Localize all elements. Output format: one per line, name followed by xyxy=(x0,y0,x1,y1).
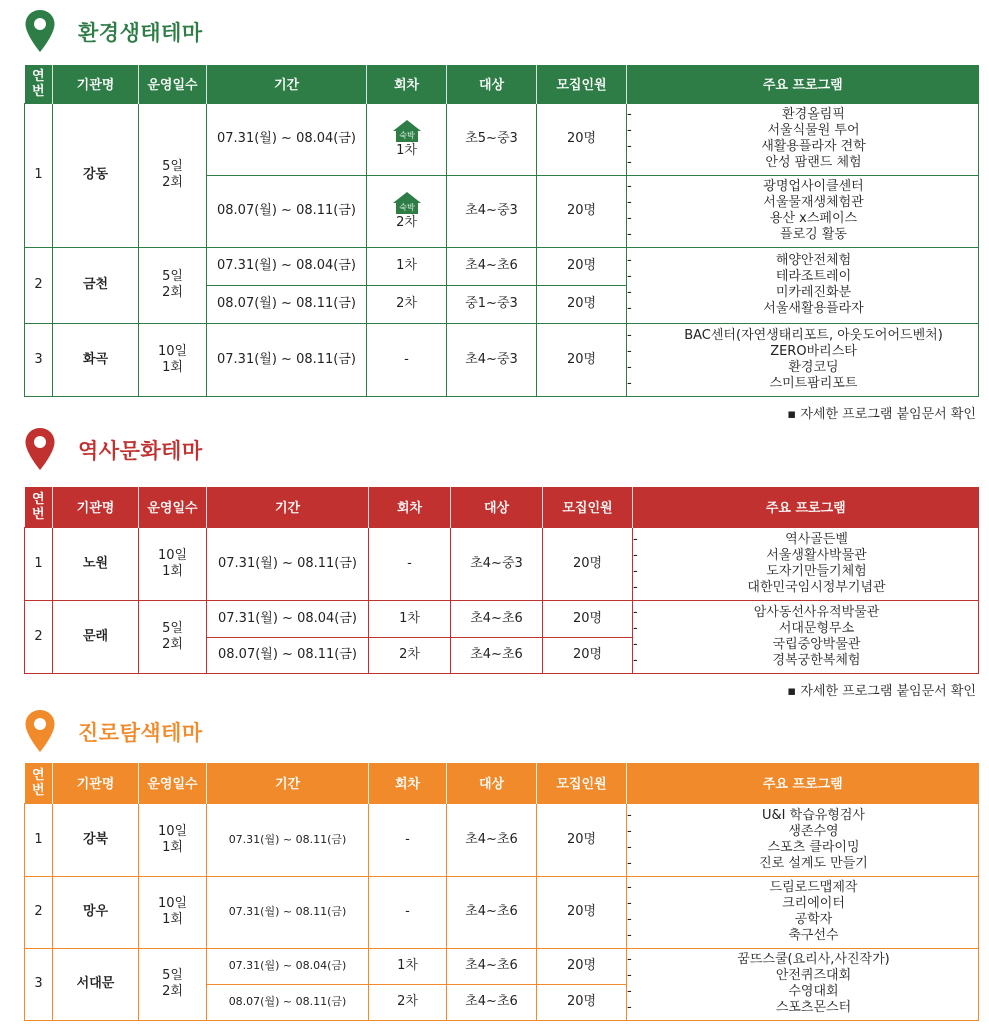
program-item: - 스미트팜리포트 xyxy=(627,376,978,392)
round: 1차 xyxy=(369,600,451,637)
program-item: - 서울식물원 투어 xyxy=(627,123,978,139)
program-item: - 도자기만들기체험 xyxy=(633,564,978,580)
program-item: - 국립중앙박물관 xyxy=(633,637,978,653)
recruit: 20명 xyxy=(537,984,627,1020)
program-item: - 드림로드맵제작 xyxy=(627,880,978,896)
lodging-house-icon xyxy=(392,119,422,143)
header-org: 기관명 xyxy=(53,763,139,803)
program-item: - ZERO바리스타 xyxy=(627,344,978,360)
round: 숙박 2차 xyxy=(367,175,447,247)
operation-days: 10일 1회 xyxy=(139,527,207,600)
operation-days: 5일 2회 xyxy=(139,103,207,247)
table-row xyxy=(25,527,979,600)
round: 2차 xyxy=(369,637,451,673)
program-list xyxy=(627,323,979,396)
program-item: - 생존수영 xyxy=(627,824,978,840)
header-days: 운영일수 xyxy=(139,65,207,103)
row-number: 1 xyxy=(25,527,53,600)
program-item: - 암사동선사유적박물관 xyxy=(633,605,978,621)
lodging-badge-text: 숙박 xyxy=(398,203,415,212)
row-number: 3 xyxy=(25,323,53,396)
org-name: 노원 xyxy=(53,527,139,600)
header-org: 기관명 xyxy=(53,487,139,527)
section-title: 환경생태테마 xyxy=(78,21,203,45)
row-number: 2 xyxy=(25,876,53,948)
target: 초4~초6 xyxy=(447,803,537,876)
header-target: 대상 xyxy=(447,65,537,103)
program-table xyxy=(24,65,979,397)
program-item: - 공학자 xyxy=(627,912,978,928)
recruit: 20명 xyxy=(543,637,633,673)
row-number: 2 xyxy=(25,247,53,323)
org-name: 망우 xyxy=(53,876,139,948)
program-table xyxy=(24,763,979,1021)
header-recruit: 모집인원 xyxy=(537,65,627,103)
row-number: 2 xyxy=(25,600,53,673)
period: 07.31(월) ~ 08.04(금) xyxy=(207,948,369,984)
program-item: - 수영대회 xyxy=(627,984,978,1000)
operation-days: 10일 1회 xyxy=(139,323,207,396)
period: 08.07(월) ~ 08.11(금) xyxy=(207,285,367,323)
program-list xyxy=(627,103,979,175)
program-item: - 새활용플라자 견학 xyxy=(627,139,978,155)
target: 초4~초6 xyxy=(451,637,543,673)
program-item: - 플로깅 활동 xyxy=(627,227,978,243)
recruit: 20명 xyxy=(537,103,627,175)
period: 07.31(월) ~ 08.11(금) xyxy=(207,527,369,600)
target: 초4~초6 xyxy=(447,876,537,948)
org-name: 서대문 xyxy=(53,948,139,1020)
target: 초4~초6 xyxy=(447,247,537,285)
header-org: 기관명 xyxy=(53,65,139,103)
section-heading xyxy=(24,9,424,53)
program-item: - 서울생활사박물관 xyxy=(633,548,978,564)
round: - xyxy=(369,803,447,876)
period: 07.31(월) ~ 08.04(금) xyxy=(207,247,367,285)
org-name: 강동 xyxy=(53,103,139,247)
period: 07.31(월) ~ 08.04(금) xyxy=(207,103,367,175)
program-item: - 스포츠 클라이밍 xyxy=(627,840,978,856)
recruit: 20명 xyxy=(537,948,627,984)
program-item: - 서대문형무소 xyxy=(633,621,978,637)
header-days: 운영일수 xyxy=(139,763,207,803)
header-no: 연 번 xyxy=(25,763,53,803)
program-item: - 안성 팜랜드 체험 xyxy=(627,155,978,171)
period: 07.31(월) ~ 08.11(금) xyxy=(207,323,367,396)
recruit: 20명 xyxy=(537,876,627,948)
target: 초4~중3 xyxy=(451,527,543,600)
round: 1차 xyxy=(369,948,447,984)
org-name: 강북 xyxy=(53,803,139,876)
program-item: - BAC센터(자연생태리포트, 아웃도어어드벤처) xyxy=(627,328,978,344)
section-heading xyxy=(24,709,424,753)
header-period: 기간 xyxy=(207,65,367,103)
recruit: 20명 xyxy=(537,285,627,323)
org-name: 문래 xyxy=(53,600,139,673)
program-item: - 서울새활용플라자 xyxy=(627,301,978,317)
program-item: - 역사골든벨 xyxy=(633,532,978,548)
target: 중1~중3 xyxy=(447,285,537,323)
header-period: 기간 xyxy=(207,487,369,527)
header-program: 주요 프로그램 xyxy=(633,487,979,527)
program-item: - 스포츠몬스터 xyxy=(627,1000,978,1016)
period: 08.07(월) ~ 08.11(금) xyxy=(207,175,367,247)
target: 초5~중3 xyxy=(447,103,537,175)
header-recruit: 모집인원 xyxy=(537,763,627,803)
program-item: - U&I 학습유형검사 xyxy=(627,808,978,824)
operation-days: 5일 2회 xyxy=(139,948,207,1020)
map-pin-icon xyxy=(24,9,56,53)
program-item: - 축구선수 xyxy=(627,928,978,944)
map-pin-icon xyxy=(24,709,56,753)
recruit: 20명 xyxy=(537,247,627,285)
header-recruit: 모집인원 xyxy=(543,487,633,527)
org-name: 화곡 xyxy=(53,323,139,396)
row-number: 1 xyxy=(25,803,53,876)
header-round: 회차 xyxy=(369,763,447,803)
target: 초4~중3 xyxy=(447,175,537,247)
org-name: 금천 xyxy=(53,247,139,323)
header-program: 주요 프로그램 xyxy=(627,65,979,103)
program-table xyxy=(24,487,979,674)
header-round: 회차 xyxy=(367,65,447,103)
round: 숙박 1차 xyxy=(367,103,447,175)
target: 초4~초6 xyxy=(447,984,537,1020)
program-item: - 광명업사이클센터 xyxy=(627,179,978,195)
table-row xyxy=(25,876,979,948)
header-no: 연 번 xyxy=(25,65,53,103)
program-item: - 안전퀴즈대회 xyxy=(627,968,978,984)
program-list xyxy=(627,948,979,1020)
period: 08.07(월) ~ 08.11(금) xyxy=(207,637,369,673)
section-title: 역사문화테마 xyxy=(78,439,203,463)
lodging-badge-text: 숙박 xyxy=(398,131,415,140)
target: 초4~초6 xyxy=(451,600,543,637)
header-days: 운영일수 xyxy=(139,487,207,527)
period: 07.31(월) ~ 08.11(금) xyxy=(207,803,369,876)
round: - xyxy=(369,876,447,948)
round: 1차 xyxy=(367,247,447,285)
header-period: 기간 xyxy=(207,763,369,803)
recruit: 20명 xyxy=(543,527,633,600)
operation-days: 10일 1회 xyxy=(139,876,207,948)
program-item: - 테라조트레이 xyxy=(627,269,978,285)
program-item: - 미카레진화분 xyxy=(627,285,978,301)
period: 07.31(월) ~ 08.04(금) xyxy=(207,600,369,637)
round: - xyxy=(367,323,447,396)
program-list xyxy=(627,175,979,247)
recruit: 20명 xyxy=(537,323,627,396)
round: - xyxy=(369,527,451,600)
program-item: - 환경코딩 xyxy=(627,360,978,376)
table-row xyxy=(25,323,979,396)
recruit: 20명 xyxy=(543,600,633,637)
program-item: - 서울물재생체험관 xyxy=(627,195,978,211)
header-program: 주요 프로그램 xyxy=(627,763,979,803)
header-round: 회차 xyxy=(369,487,451,527)
operation-days: 5일 2회 xyxy=(139,600,207,673)
operation-days: 10일 1회 xyxy=(139,803,207,876)
program-list xyxy=(627,247,979,323)
section-title: 진로탐색테마 xyxy=(78,721,203,745)
header-no: 연 번 xyxy=(25,487,53,527)
map-pin-icon xyxy=(24,427,56,471)
program-list xyxy=(633,527,979,600)
round: 2차 xyxy=(367,285,447,323)
row-number: 3 xyxy=(25,948,53,1020)
lodging-house-icon xyxy=(392,191,422,215)
program-list xyxy=(627,876,979,948)
program-list xyxy=(627,803,979,876)
section-heading xyxy=(24,427,424,471)
table-row xyxy=(25,600,979,637)
program-item: - 대한민국임시정부기념관 xyxy=(633,580,978,596)
program-item: - 진로 설계도 만들기 xyxy=(627,856,978,872)
recruit: 20명 xyxy=(537,175,627,247)
program-item: - 크리에이터 xyxy=(627,896,978,912)
target: 초4~중3 xyxy=(447,323,537,396)
program-list xyxy=(633,600,979,673)
footnote: ▪ 자세한 프로그램 붙임문서 확인 xyxy=(787,684,976,699)
target: 초4~초6 xyxy=(447,948,537,984)
period: 08.07(월) ~ 08.11(금) xyxy=(207,984,369,1020)
row-number: 1 xyxy=(25,103,53,247)
program-item: - 환경올림픽 xyxy=(627,107,978,123)
header-target: 대상 xyxy=(451,487,543,527)
table-row xyxy=(25,803,979,876)
program-item: - 경복궁한복체험 xyxy=(633,653,978,669)
table-row xyxy=(25,247,979,285)
round: 2차 xyxy=(369,984,447,1020)
recruit: 20명 xyxy=(537,803,627,876)
header-target: 대상 xyxy=(447,763,537,803)
table-row xyxy=(25,103,979,175)
program-item: - 해양안전체험 xyxy=(627,253,978,269)
program-item: - 용산 x스페이스 xyxy=(627,211,978,227)
table-row xyxy=(25,948,979,984)
period: 07.31(월) ~ 08.11(금) xyxy=(207,876,369,948)
program-item: - 꿈뜨스쿨(요리사,사진작가) xyxy=(627,952,978,968)
footnote: ▪ 자세한 프로그램 붙임문서 확인 xyxy=(787,407,976,422)
operation-days: 5일 2회 xyxy=(139,247,207,323)
